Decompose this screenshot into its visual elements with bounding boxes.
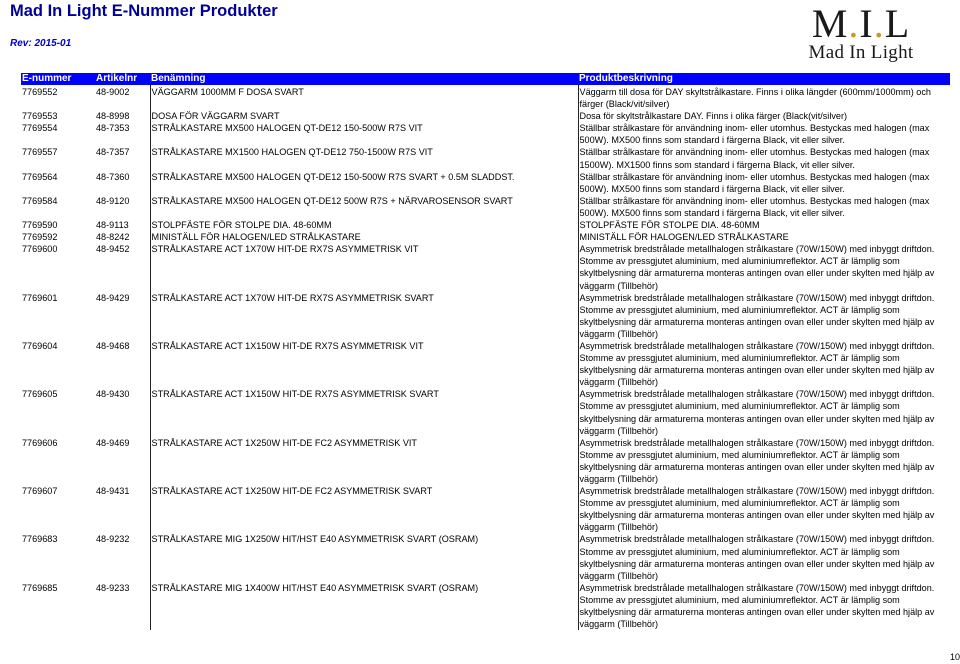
artikelnr-cell: 48-9430 — [96, 389, 130, 400]
e-nummer-cell: 7769553 — [22, 111, 58, 122]
artikelnr-cell: 48-7357 — [96, 147, 130, 158]
artikelnr-cell: 48-9233 — [96, 582, 130, 593]
company-logo — [806, 1, 916, 63]
table-row — [21, 243, 950, 291]
benamning-cell: STRÅLKASTARE MX500 HALOGEN QT-DE12 150-500W R7S VIT — [150, 122, 578, 146]
artikelnr-cell: 48-9002 — [96, 87, 130, 97]
benamning-cell: STRÅLKASTARE MIG 1X400W HIT/HST E40 ASYMMETRISK SVART (OSRAM) — [150, 582, 578, 630]
artikelnr-cell: 48-7353 — [96, 123, 130, 134]
logo-text: Mad In Light — [808, 42, 914, 63]
artikelnr-cell: 48-9232 — [96, 534, 130, 545]
column-header-artikelnr: Artikelnr — [95, 73, 150, 85]
benamning-cell: STRÅLKASTARE MX1500 HALOGEN QT-DE12 750-1500W R7S VIT — [150, 146, 578, 170]
table-row — [21, 231, 950, 243]
e-nummer-cell: 7769584 — [22, 195, 58, 206]
produktbeskrivning-cell: Asymmetrisk bredstrålade metallhalogen strålkastare (70W/150W) med inbyggt driftdon. Stomme av pressgjutet aluminium, med aluminiumreflektor. ACT är lämplig som skyltbelysning där armaturerna monteras antingen ovan eller under skylten med hjälp av väggarm (Tillbehör) — [578, 340, 950, 388]
benamning-cell: STRÅLKASTARE ACT 1X150W HIT-DE RX7S ASYMMETRISK VIT — [150, 340, 578, 388]
e-nummer-cell: 7769590 — [22, 220, 58, 231]
table-body — [21, 85, 950, 630]
table-row — [21, 171, 950, 195]
table-row — [21, 437, 950, 485]
page-title: Mad In Light E-Nummer Produkter — [10, 2, 278, 20]
revision-label: Rev: 2015-01 — [10, 38, 72, 49]
e-nummer-cell: 7769557 — [22, 147, 58, 158]
table-row — [21, 195, 950, 219]
benamning-cell: STRÅLKASTARE ACT 1X250W HIT-DE FC2 ASYMMETRISK VIT — [150, 437, 578, 485]
e-nummer-cell: 7769607 — [22, 486, 58, 497]
artikelnr-cell: 48-9468 — [96, 340, 130, 351]
e-nummer-cell: 7769554 — [22, 123, 58, 134]
artikelnr-cell: 48-9452 — [96, 244, 130, 255]
e-nummer-cell: 7769604 — [22, 340, 58, 351]
produktbeskrivning-cell: Asymmetrisk bredstrålade metallhalogen strålkastare (70W/150W) med inbyggt driftdon. Stomme av pressgjutet aluminium, med aluminiumreflektor. ACT är lämplig som skyltbelysning där armaturerna monteras antingen ovan eller under skylten med hjälp av väggarm (Tillbehör) — [578, 292, 950, 340]
produktbeskrivning-cell: Ställbar strålkastare för användning inom- eller utomhus. Bestyckas med halogen (max 500W). MX500 finns som standard i färgerna Black, vit eller silver. — [578, 171, 950, 195]
table-row — [21, 110, 950, 122]
produktbeskrivning-cell: Asymmetrisk bredstrålade metallhalogen strålkastare (70W/150W) med inbyggt driftdon. Stomme av pressgjutet aluminium, med aluminiumreflektor. ACT är lämplig som skyltbelysning där armaturerna monteras antingen ovan eller under skylten med hjälp av väggarm (Tillbehör) — [578, 582, 950, 630]
benamning-cell: STRÅLKASTARE MX500 HALOGEN QT-DE12 150-500W R7S SVART + 0.5M SLADDST. — [150, 171, 578, 195]
e-nummer-cell: 7769606 — [22, 437, 58, 448]
table-row — [21, 485, 950, 533]
table-row — [21, 388, 950, 436]
table-row — [21, 219, 950, 231]
artikelnr-cell: 48-9469 — [96, 437, 130, 448]
produktbeskrivning-cell: Asymmetrisk bredstrålade metallhalogen strålkastare (70W/150W) med inbyggt driftdon. Stomme av pressgjutet aluminium, med aluminiumreflektor. ACT är lämplig som skyltbelysning där armaturerna monteras antingen ovan eller under skylten med hjälp av väggarm (Tillbehör) — [578, 485, 950, 533]
produktbeskrivning-cell: Asymmetrisk bredstrålade metallhalogen strålkastare (70W/150W) med inbyggt driftdon. Stomme av pressgjutet aluminium, med aluminiumreflektor. ACT är lämplig som skyltbelysning där armaturerna monteras antingen ovan eller under skylten med hjälp av väggarm (Tillbehör) — [578, 388, 950, 436]
e-nummer-cell: 7769683 — [22, 534, 58, 545]
artikelnr-cell: 48-9113 — [96, 220, 129, 231]
produktbeskrivning-cell: Ställbar strålkastare för användning inom- eller utomhus. Bestyckas med halogen (max 500W). MX500 finns som standard i färgerna Black, vit eller silver. — [578, 122, 950, 146]
page-number: 10 — [950, 652, 960, 662]
table-row — [21, 533, 950, 581]
e-nummer-cell: 7769552 — [22, 87, 58, 97]
column-header-e-nummer: E-nummer — [21, 73, 95, 85]
e-nummer-cell: 7769592 — [22, 232, 58, 243]
benamning-cell: MINISTÄLL FÖR HALOGEN/LED STRÅLKASTARE — [150, 231, 578, 243]
e-nummer-cell: 7769564 — [22, 171, 58, 182]
produktbeskrivning-cell: Ställbar strålkastare för användning inom- eller utomhus. Bestyckas med halogen (max 500W). MX500 finns som standard i färgerna Black, vit eller silver. — [578, 195, 950, 219]
e-nummer-cell: 7769605 — [22, 389, 58, 400]
table-row — [21, 122, 950, 146]
produktbeskrivning-cell: Väggarm till dosa för DAY skyltstrålkastare. Finns i olika längder (600mm/1000mm) och färger (Black/vit/silver) — [578, 85, 950, 110]
artikelnr-cell: 48-8998 — [96, 111, 130, 122]
artikelnr-cell: 48-8242 — [96, 232, 130, 243]
artikelnr-cell: 48-9120 — [96, 195, 130, 206]
benamning-cell: STRÅLKASTARE MX500 HALOGEN QT-DE12 500W R7S + NÄRVAROSENSOR SVART — [150, 195, 578, 219]
benamning-cell: STRÅLKASTARE ACT 1X70W HIT-DE RX7S ASYMMETRISK SVART — [150, 292, 578, 340]
artikelnr-cell: 48-9431 — [96, 486, 130, 497]
table-row — [21, 582, 950, 630]
benamning-cell: STOLPFÄSTE FÖR STOLPE DIA. 48-60MM — [150, 219, 578, 231]
e-nummer-cell: 7769685 — [22, 582, 58, 593]
produktbeskrivning-cell: Dosa för skyltstrålkastare DAY. Finns i olika färger (Black(vit/silver) — [578, 110, 950, 122]
table-header-row — [21, 73, 950, 85]
artikelnr-cell: 48-9429 — [96, 292, 130, 303]
produktbeskrivning-cell: STOLPFÄSTE FÖR STOLPE DIA. 48-60MM — [578, 219, 950, 231]
e-nummer-cell: 7769600 — [22, 244, 58, 255]
benamning-cell: STRÅLKASTARE ACT 1X70W HIT-DE RX7S ASYMMETRISK VIT — [150, 243, 578, 291]
column-header-benamning: Benämning — [150, 73, 578, 85]
artikelnr-cell: 48-7360 — [96, 171, 130, 182]
table-row — [21, 340, 950, 388]
table-row — [21, 85, 950, 110]
e-nummer-cell: 7769601 — [22, 292, 58, 303]
table-row — [21, 146, 950, 170]
benamning-cell: DOSA FÖR VÄGGARM SVART — [150, 110, 578, 122]
produktbeskrivning-cell: Asymmetrisk bredstrålade metallhalogen strålkastare (70W/150W) med inbyggt driftdon. Stomme av pressgjutet aluminium, med aluminiumreflektor. ACT är lämplig som skyltbelysning där armaturerna monteras antingen ovan eller under skylten med hjälp av väggarm (Tillbehör) — [578, 243, 950, 291]
product-table — [21, 73, 950, 630]
produktbeskrivning-cell: Asymmetrisk bredstrålade metallhalogen strålkastare (70W/150W) med inbyggt driftdon. Stomme av pressgjutet aluminium, med aluminiumreflektor. ACT är lämplig som skyltbelysning där armaturerna monteras antingen ovan eller under skylten med hjälp av väggarm (Tillbehör) — [578, 437, 950, 485]
column-header-produktbeskrivning: Produktbeskrivning — [578, 73, 950, 85]
benamning-cell: VÄGGARM 1000MM F DOSA SVART — [150, 85, 578, 110]
benamning-cell: STRÅLKASTARE ACT 1X150W HIT-DE RX7S ASYMMETRISK SVART — [150, 388, 578, 436]
benamning-cell: STRÅLKASTARE MIG 1X250W HIT/HST E40 ASYMMETRISK SVART (OSRAM) — [150, 533, 578, 581]
produktbeskrivning-cell: MINISTÄLL FÖR HALOGEN/LED STRÅLKASTARE — [578, 231, 950, 243]
produktbeskrivning-cell: Asymmetrisk bredstrålade metallhalogen strålkastare (70W/150W) med inbyggt driftdon. Stomme av pressgjutet aluminium, med aluminiumreflektor. ACT är lämplig som skyltbelysning där armaturerna monteras antingen ovan eller under skylten med hjälp av väggarm (Tillbehör) — [578, 533, 950, 581]
logo-mark: M.I.L — [811, 1, 911, 46]
produktbeskrivning-cell: Ställbar strålkastare för användning inom- eller utomhus. Bestyckas med halogen (max 1500W). MX1500 finns som standard i färgerna Black, vit eller silver. — [578, 146, 950, 170]
benamning-cell: STRÅLKASTARE ACT 1X250W HIT-DE FC2 ASYMMETRISK SVART — [150, 485, 578, 533]
table-row — [21, 292, 950, 340]
